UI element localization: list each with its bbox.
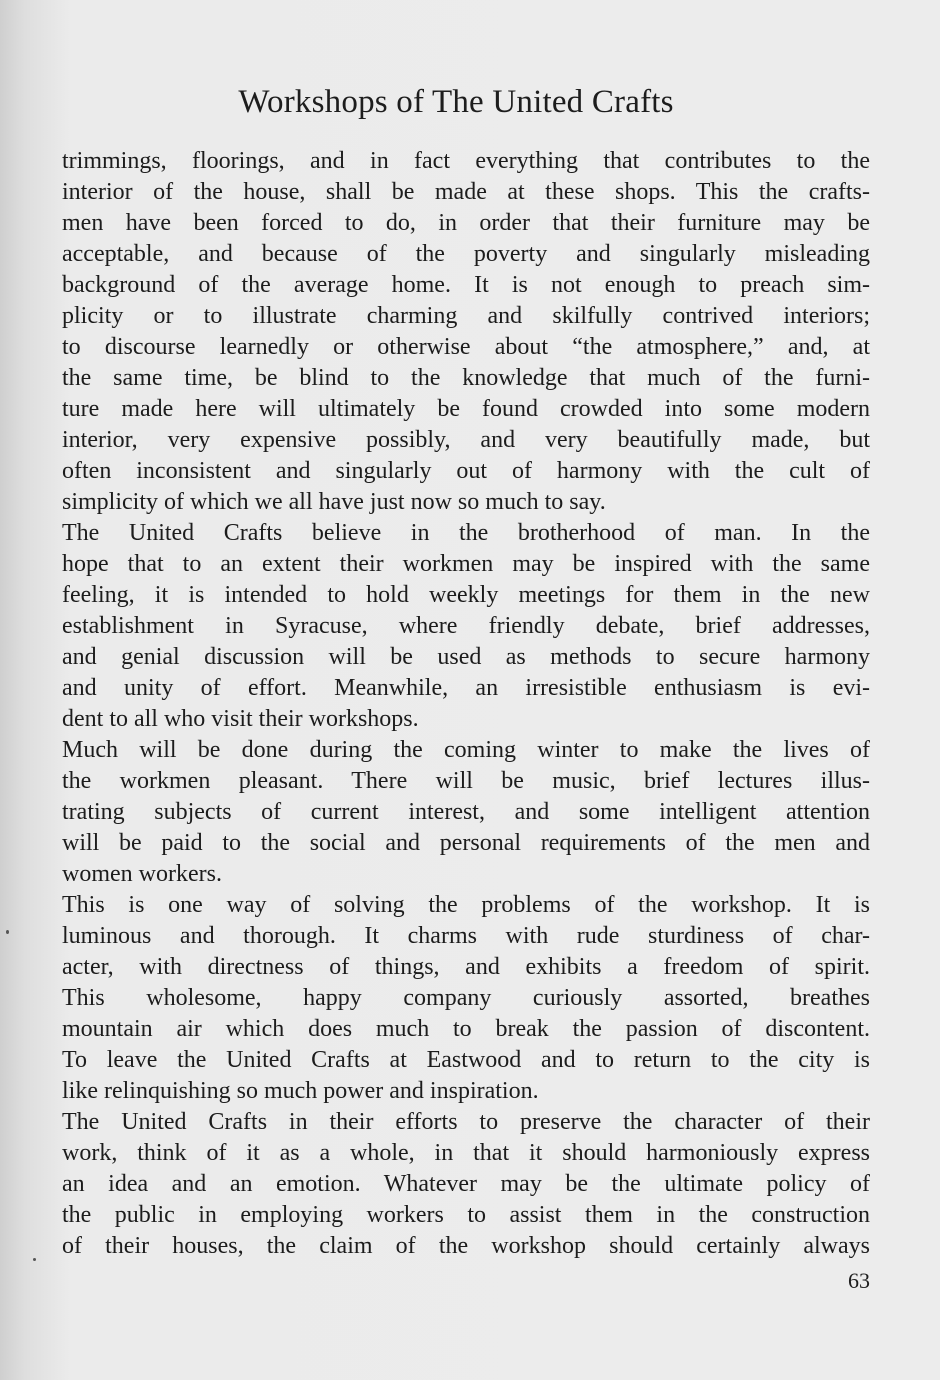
- text-line: like relinquishing so much power and inspiration.: [62, 1078, 539, 1104]
- text-line: trimmings, floorings, and in fact everything that contributes to the: [62, 148, 870, 174]
- text-line: acter, with directness of things, and exhibits a freedom of spirit.: [62, 954, 870, 980]
- text-line: and genial discussion will be used as methods to secure harmony: [62, 644, 870, 670]
- text-line: men have been forced to do, in order that their furniture may be: [62, 210, 870, 236]
- text-line: The United Crafts in their efforts to preserve the character of their: [62, 1109, 870, 1135]
- print-speck: [6, 930, 9, 934]
- text-line: feeling, it is intended to hold weekly meetings for them in the new: [62, 582, 870, 608]
- text-line: hope that to an extent their workmen may be inspired with the same: [62, 551, 870, 577]
- text-line: often inconsistent and singularly out of harmony with the cult of: [62, 458, 870, 484]
- text-line: will be paid to the social and personal requirements of the men and: [62, 830, 870, 856]
- text-line: luminous and thorough. It charms with rude sturdiness of char-: [62, 923, 870, 949]
- text-line: Much will be done during the coming winter to make the lives of: [62, 737, 870, 763]
- text-line: ture made here will ultimately be found crowded into some modern: [62, 396, 870, 422]
- text-line: the same time, be blind to the knowledge that much of the furni-: [62, 365, 870, 391]
- body-text: [62, 146, 870, 1262]
- text-line: This wholesome, happy company curiously assorted, breathes: [62, 985, 870, 1011]
- text-line: to discourse learnedly or otherwise about “the atmosphere,” and, at: [62, 334, 870, 360]
- text-line: an idea and an emotion. Whatever may be the ultimate policy of: [62, 1171, 870, 1197]
- text-line: the workmen pleasant. There will be music, brief lectures illus-: [62, 768, 870, 794]
- page-number: 63: [848, 1268, 870, 1293]
- text-line: of their houses, the claim of the workshop should certainly always: [62, 1233, 870, 1259]
- text-line: women workers.: [62, 861, 222, 887]
- text-line: plicity or to illustrate charming and skilfully contrived interiors;: [62, 303, 870, 329]
- text-line: trating subjects of current interest, and some intelligent attention: [62, 799, 870, 825]
- text-line: The United Crafts believe in the brotherhood of man. In the: [62, 520, 870, 546]
- text-line: dent to all who visit their workshops.: [62, 706, 419, 732]
- text-line: simplicity of which we all have just now so much to say.: [62, 489, 606, 515]
- print-speck: [33, 1258, 36, 1261]
- text-line: work, think of it as a whole, in that it should harmoniously express: [62, 1140, 870, 1166]
- text-line: interior, very expensive possibly, and very beautifully made, but: [62, 427, 870, 453]
- text-line: and unity of effort. Meanwhile, an irresistible enthusiasm is evi-: [62, 675, 870, 701]
- text-line: mountain air which does much to break the passion of discontent.: [62, 1016, 870, 1042]
- text-line: To leave the United Crafts at Eastwood and to return to the city is: [62, 1047, 870, 1073]
- text-line: establishment in Syracuse, where friendly debate, brief addresses,: [62, 613, 870, 639]
- running-head: Workshops of The United Crafts: [238, 84, 674, 120]
- text-line: This is one way of solving the problems of the workshop. It is: [62, 892, 870, 918]
- text-line: the public in employing workers to assist them in the construction: [62, 1202, 870, 1228]
- text-line: interior of the house, shall be made at these shops. This the crafts-: [62, 179, 870, 205]
- text-line: acceptable, and because of the poverty and singularly misleading: [62, 241, 870, 267]
- text-line: background of the average home. It is not enough to preach sim-: [62, 272, 870, 298]
